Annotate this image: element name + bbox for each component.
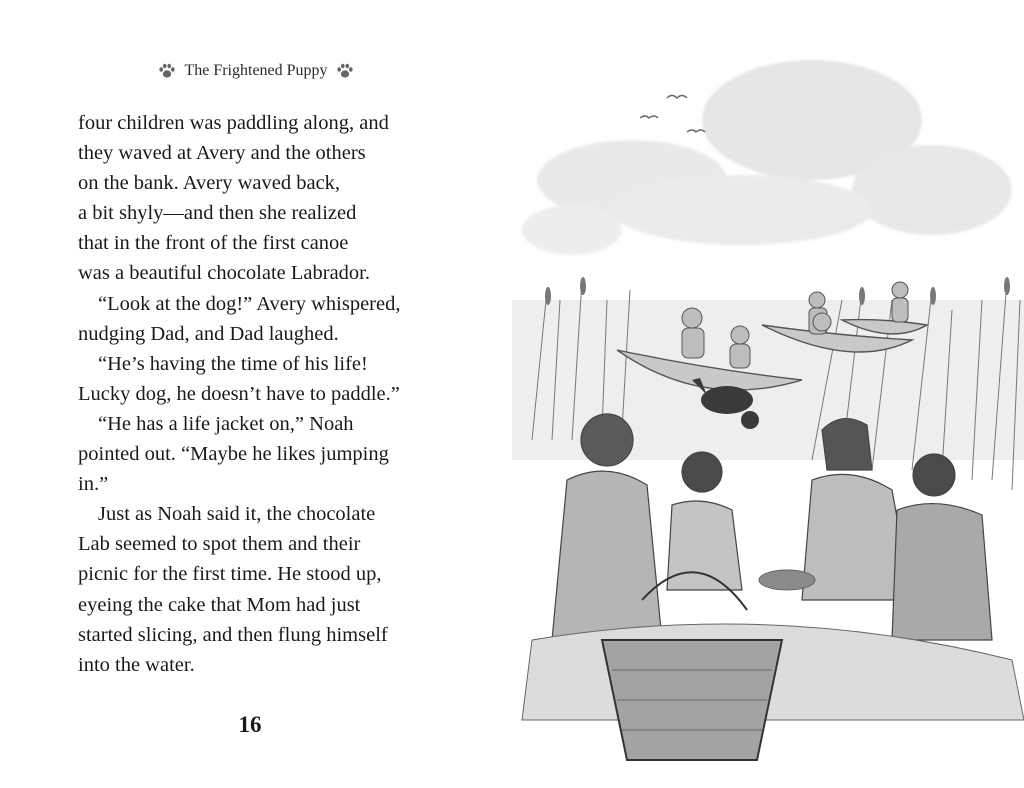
text-line: in.” [78, 473, 109, 496]
text-line: that in the front of the first canoe [78, 232, 349, 255]
paw-print-icon [158, 63, 176, 79]
body-text [78, 108, 438, 680]
text-line: nudging Dad, and Dad laughed. [78, 322, 339, 345]
text-line: a bit shyly—and then she realized [78, 202, 357, 225]
text-line: into the water. [78, 653, 195, 676]
running-head [0, 62, 512, 80]
text-line: “Look at the dog!” Avery whispered, [98, 292, 401, 315]
text-line: was a beautiful chocolate Labrador. [78, 262, 370, 285]
text-line: Lucky dog, he doesn’t have to paddle.” [78, 382, 400, 405]
text-line: eyeing the cake that Mom had just [78, 593, 361, 616]
text-line: started slicing, and then flung himself [78, 623, 388, 646]
text-line: on the bank. Avery waved back, [78, 172, 341, 195]
birds [640, 96, 705, 133]
page-number: 16 [238, 712, 262, 737]
text-line: they waved at Avery and the others [78, 142, 366, 165]
text-line: “He’s having the time of his life! [98, 352, 368, 375]
book-title: The Frightened Puppy [184, 62, 328, 79]
paw-print-icon [336, 63, 354, 79]
tree-foliage [522, 60, 1012, 255]
text-line: pointed out. “Maybe he likes jumping [78, 443, 389, 466]
text-line: picnic for the first time. He stood up, [78, 563, 382, 586]
right-page [512, 0, 1024, 788]
text-line: Lab seemed to spot them and their [78, 533, 361, 556]
text-line: four children was paddling along, and [78, 112, 389, 134]
pencil-sketch-picnic-illustration [512, 0, 1024, 788]
text-line: “He has a life jacket on,” Noah [98, 412, 354, 435]
text-line: Just as Noah said it, the chocolate [98, 503, 376, 526]
